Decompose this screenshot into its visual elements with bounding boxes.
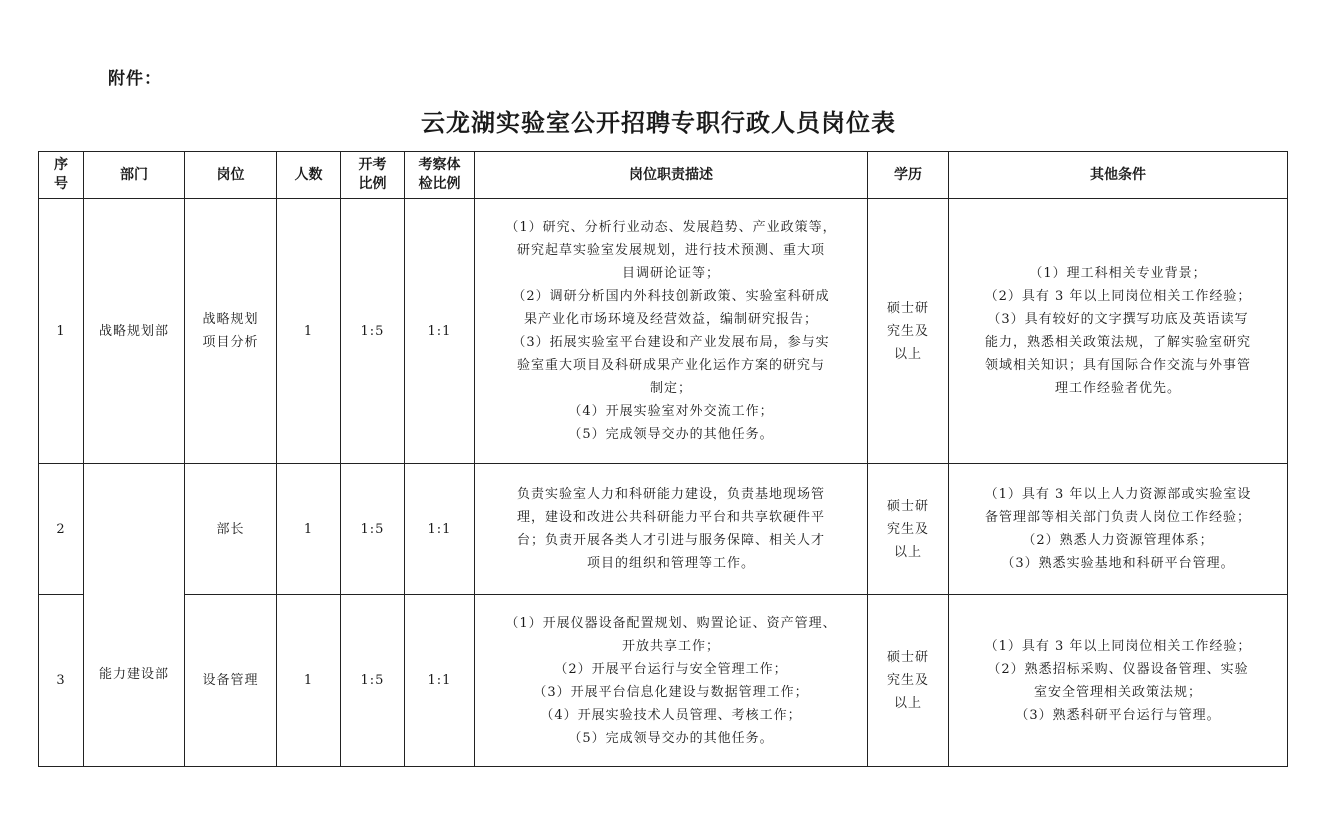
row-post: 战略规划 项目分析 — [185, 199, 277, 464]
row-seq: 1 — [39, 199, 84, 464]
table-row — [39, 199, 1288, 464]
header-check-ratio: 考察体 检比例 — [405, 152, 475, 199]
row-dept: 能力建设部 — [84, 464, 185, 767]
page-title: 云龙湖实验室公开招聘专职行政人员岗位表 — [421, 108, 896, 137]
row-edu: 硕士研 究生及 以上 — [868, 464, 949, 595]
row-other: （1）具有 3 年以上同岗位相关工作经验； （2）熟悉招标采购、仪器设备管理、实验 室安全管理相关政策法规； （3）熟悉科研平台运行与管理。 — [949, 595, 1288, 767]
row-seq: 2 — [39, 464, 84, 595]
row-check-ratio: 1:1 — [405, 595, 475, 767]
row-seq: 3 — [39, 595, 84, 767]
table-row — [39, 595, 1288, 767]
row-count: 1 — [277, 199, 341, 464]
row-check-ratio: 1:1 — [405, 464, 475, 595]
row-exam-ratio: 1:5 — [341, 464, 405, 595]
row-other: （1）具有 3 年以上人力资源部或实验室设 备管理部等相关部门负责人岗位工作经验； （2）熟悉人力资源管理体系； （3）熟悉实验基地和科研平台管理。 — [949, 464, 1288, 595]
row-duties: （1）研究、分析行业动态、发展趋势、产业政策等， 研究起草实验室发展规划，进行技术预测、重大项 目调研论证等； （2）调研分析国内外科技创新政策、实验室科研成 果产业化市场环境及经营效益，编制研究报告； （3）拓展实验室平台建设和产业发展布局，参与实 验室重大项目及科研成果产业化运作方案的研究与 制定； （4）开展实验室对外交流工作； （5）完成领导交办的其他任务。 — [475, 199, 868, 464]
row-other: （1）理工科相关专业背景； （2）具有 3 年以上同岗位相关工作经验； （3）具有较好的文字撰写功底及英语读写 能力，熟悉相关政策法规，了解实验室研究 领域相关知识；具有国际合作交流与外事管 理工作经验者优先。 — [949, 199, 1288, 464]
row-post: 设备管理 — [185, 595, 277, 767]
row-exam-ratio: 1:5 — [341, 595, 405, 767]
row-dept: 战略规划部 — [84, 199, 185, 464]
header-count: 人数 — [277, 152, 341, 199]
row-edu: 硕士研 究生及 以上 — [868, 595, 949, 767]
header-dept: 部门 — [84, 152, 185, 199]
header-edu: 学历 — [868, 152, 949, 199]
header-post: 岗位 — [185, 152, 277, 199]
positions-table — [38, 151, 1288, 767]
row-count: 1 — [277, 595, 341, 767]
row-edu: 硕士研 究生及 以上 — [868, 199, 949, 464]
row-check-ratio: 1:1 — [405, 199, 475, 464]
row-post: 部长 — [185, 464, 277, 595]
row-exam-ratio: 1:5 — [341, 199, 405, 464]
header-exam-ratio: 开考 比例 — [341, 152, 405, 199]
table-header-row — [39, 152, 1288, 199]
row-count: 1 — [277, 464, 341, 595]
header-duties: 岗位职责描述 — [475, 152, 868, 199]
attachment-label: 附件： — [108, 69, 162, 89]
row-duties: 负责实验室人力和科研能力建设，负责基地现场管 理，建设和改进公共科研能力平台和共享软硬件平 台；负责开展各类人才引进与服务保障、相关人才 项目的组织和管理等工作。 — [475, 464, 868, 595]
header-seq: 序 号 — [39, 152, 84, 199]
header-other: 其他条件 — [949, 152, 1288, 199]
row-duties: （1）开展仪器设备配置规划、购置论证、资产管理、 开放共享工作； （2）开展平台运行与安全管理工作； （3）开展平台信息化建设与数据管理工作； （4）开展实验技术人员管理、考核工作； （5）完成领导交办的其他任务。 — [475, 595, 868, 767]
table-row — [39, 464, 1288, 595]
